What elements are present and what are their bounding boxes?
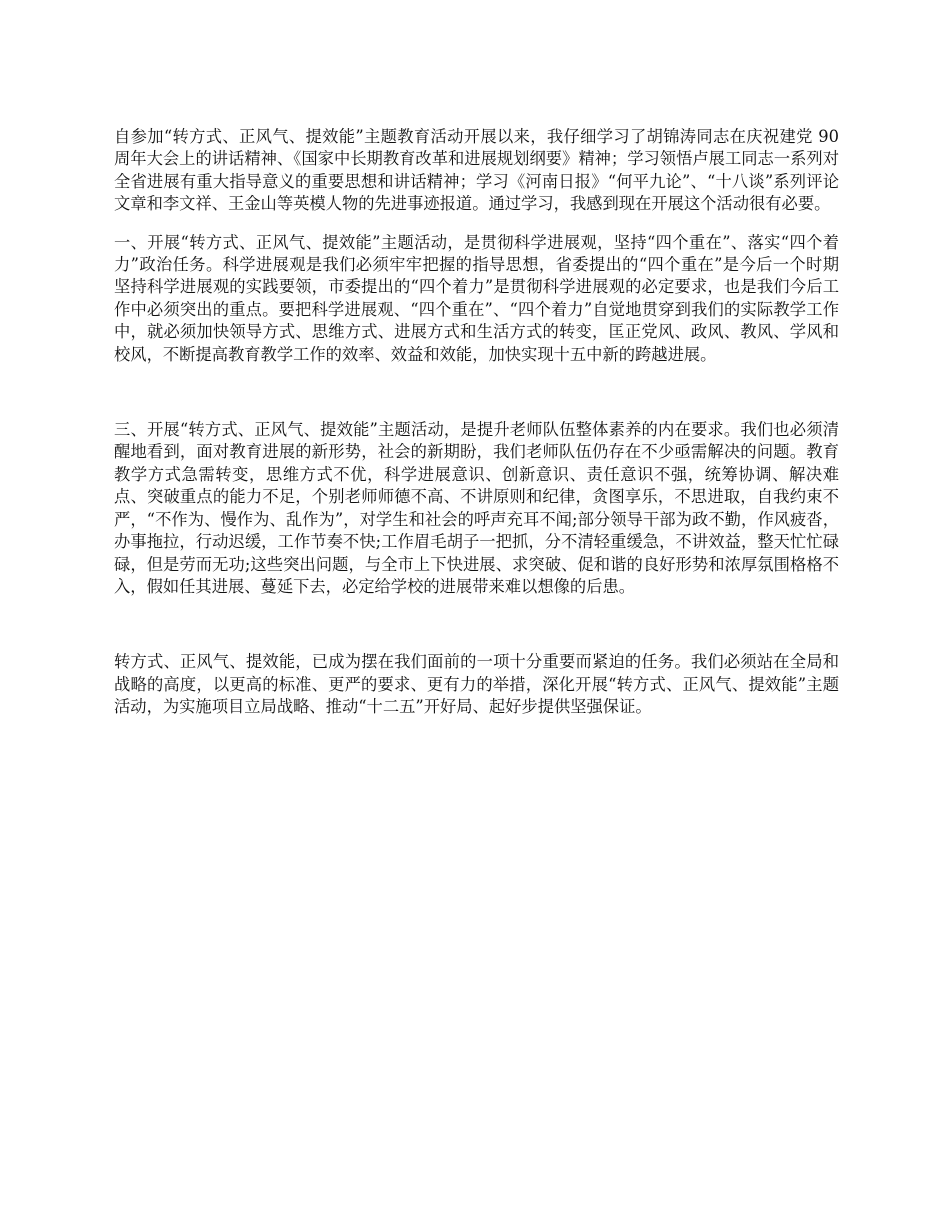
paragraph-intro: 自参加“转方式、正风气、提效能”主题教育活动开展以来，我仔细学习了胡锦涛同志在庆祝建党 90 周年大会上的讲话精神、《国家中长期教育改革和进展规划纲要》精神；学习领悟卢展工同志一系列对全省进展有重大指导意义的重要思想和讲话精神；学习《河南日报》“何平九论”、“十八谈”系列评论文章和李文祥、王金山等英模人物的先进事迹报道。通过学习，我感到现在开展这个活动很有必要。 xyxy=(114,127,839,214)
document-body xyxy=(114,126,839,719)
paragraph-point-three: 三、开展“转方式、正风气、提效能”主题活动，是提升老师队伍整体素养的内在要求。我们也必须清醒地看到，面对教育进展的新形势，社会的新期盼，我们老师队伍仍存在不少亟需解决的问题。教育教学方式急需转变，思维方式不优，科学进展意识、创新意识、责任意识不强，统筹协调、解决难点、突破重点的能力不足，个别老师师德不高、不讲原则和纪律，贪图享乐，不思进取，自我约束不严，“不作为、慢作为、乱作为”，对学生和社会的呼声充耳不闻;部分领导干部为政不勤，作风疲沓，办事拖拉，行动迟缓，工作节奏不快;工作眉毛胡子一把抓，分不清轻重缓急，不讲效益，整天忙忙碌碌，但是劳而无功;这些突出问题，与全市上下快进展、求突破、促和谐的良好形势和浓厚氛围格格不入，假如任其进展、蔓延下去，必定给学校的进展带来难以想像的后患。 xyxy=(114,420,839,596)
paragraph-point-one: 一、开展“转方式、正风气、提效能”主题活动，是贯彻科学进展观，坚持“四个重在”、落实“四个着力”政治任务。科学进展观是我们必须牢牢把握的指导思想，省委提出的“四个重在”是今后一个时期坚持科学进展观的实践要领，市委提出的“四个着力”是贯彻科学进展观的必定要求，也是我们今后工作中必须突出的重点。要把科学进展观、“四个重在”、“四个着力”自觉地贯穿到我们的实际教学工作中，就必须加快领导方式、思维方式、进展方式和生活方式的转变，匡正党风、政风、教风、学风和校风，不断提高教育教学工作的效率、效益和效能，加快实现十五中新的跨越进展。 xyxy=(114,232,839,364)
paragraph-conclusion: 转方式、正风气、提效能，已成为摆在我们面前的一项十分重要而紧迫的任务。我们必须站在全局和战略的高度，以更高的标准、更严的要求、更有力的举措，深化开展“转方式、正风气、提效能”主题活动，为实施项目立局战略、推动“十二五”开好局、起好步提供坚强保证。 xyxy=(114,652,839,717)
